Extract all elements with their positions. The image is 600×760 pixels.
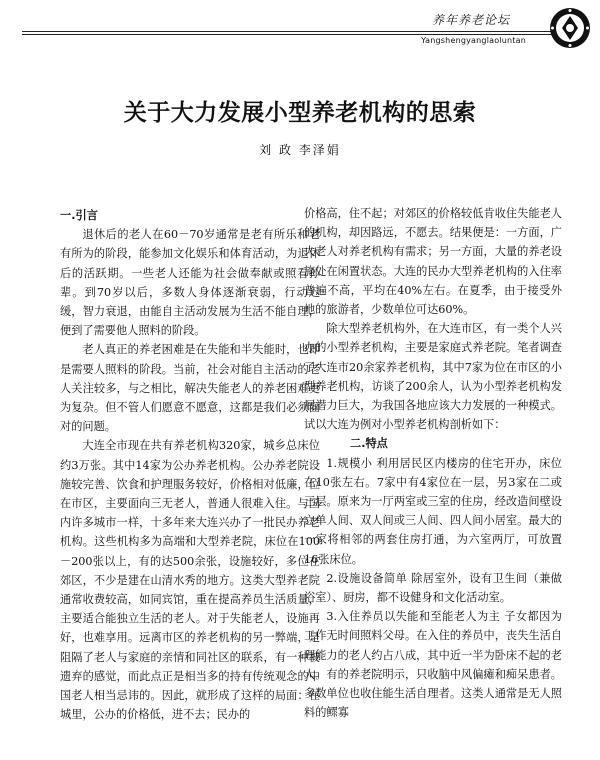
paragraph: 老人真正的养老困难是在失能和半失能时，也即是需要人照料的阶段。当前，社会对能自主活动的老人关注较多，与之相比，解决失能老人的养老困难更为复杂。但不管人们愿意不愿意，这都是我们必须面对的问题。 bbox=[60, 343, 320, 434]
running-header bbox=[0, 0, 600, 56]
right-column bbox=[304, 204, 562, 722]
left-column bbox=[60, 206, 320, 724]
header-rule bbox=[22, 31, 560, 32]
journal-title: 养年养老论坛 bbox=[428, 11, 514, 28]
paragraph-continued: 价格高，住不起；对郊区的价格较低肯收住失能老人的机构，却因路远，不愿去。结果便是：一方面，广大老人对养老机构有需求；另一方面，大量的养老设施处在闲置状态。大连的民办大型养老机构的入住率普遍不高，平均在40%左右。在夏季，由于接受外地的旅游者，少数单位可达60%。 bbox=[304, 207, 562, 317]
article-authors: 刘 政 李泽娟 bbox=[259, 143, 341, 157]
paragraph: 大连全市现在共有养老机构320家，城乡总床位约3万张。其中14家为公办养老机构。公办养老院设施较完善、饮食和护理服务较好，价格相对低廉，位在市区，主要面向三无老人，普通人很难入住。与国内许多城市一样，十多年来大连兴办了一批民办养老机构。这些机构多为高端和大型养老院，床位在100－200张以上，有的达500余张，设施较好，多位在郊区，不少是建在山清水秀的地方。这类大型养老院通常收费较高，如同宾馆，重在提高养员生活质量，主要适合能独立生活的老人。对于失能老人，设施再好，也难享用。远离市区的养老机构的另一弊端，是阻隔了老人与家庭的亲情和同社区的联系，有一种被遗弃的感觉，而此点正是相当多的持有传统观念的中国老人相当忌讳的。因此，就形成了这样的局面：在城里，公办的价格低，进不去；民办的 bbox=[60, 439, 320, 722]
paragraph-feature-3: 3.入住养员以失能和至能老人为主 子女都因为工作无时间照料父母。在入住的养员中，丧失生活自理能力的老人约占八成，其中近一半为卧床不起的老人。有的养老院明示，只收脑中风偏瘫和痴呆患者。多数单位也收住能生活自理者。这类人通常是无人照料的鳏寡 bbox=[304, 610, 562, 720]
article-title: 关于大力发展小型养老机构的思索 bbox=[123, 100, 477, 126]
header-rule-thin bbox=[22, 34, 560, 35]
section-heading-intro: 一.引言 bbox=[60, 209, 98, 222]
paragraph: 退休后的老人在60－70岁通常是老有所乐和老有所为的阶段，能参加文化娱乐和体育活动，为退休后的活跃期。一些老人还能为社会做奉献或照看孙辈。到70岁以后，多数人身体逐渐衰弱，行动迟缓，智力衰退，由能自主活动发展为生活不能自理，便到了需要他人照料的阶段。 bbox=[60, 228, 320, 338]
journal-seal-logo-icon bbox=[548, 6, 592, 50]
journal-pinyin: Yangshengyanglaoluntan bbox=[421, 36, 526, 45]
paragraph: 除大型养老机构外，在大连市区，有一类个人兴办的小型养老机构，主要是家庭式养老院。笔者调查了大连市20余家养老机构，其中7家为位在市区的小型养老机构，访谈了200余人，认为小型养老机构发展潜力巨大，为我国各地应该大力发展的一种模式。试以大连为例对小型养老机构剖析如下： bbox=[304, 322, 562, 432]
paragraph-feature-1: 1.规模小 利用居民区内楼房的住宅开办，床位在10张左右。7家中有4家位在一层，另3家在二或三层。原来为一厅两室或三室的住房，经改造间壁设立单人间、双人间或三人间、四人间小居室。最大的一家将相邻的两套住房打通，为六室两厅，可放置16张床位。 bbox=[304, 456, 562, 566]
paragraph-feature-2: 2.设施设备简单 除居室外，设有卫生间（兼做浴室）、厨房，都不设健身和文化活动室。 bbox=[304, 571, 562, 605]
section-heading-features: 二.特点 bbox=[350, 437, 388, 451]
